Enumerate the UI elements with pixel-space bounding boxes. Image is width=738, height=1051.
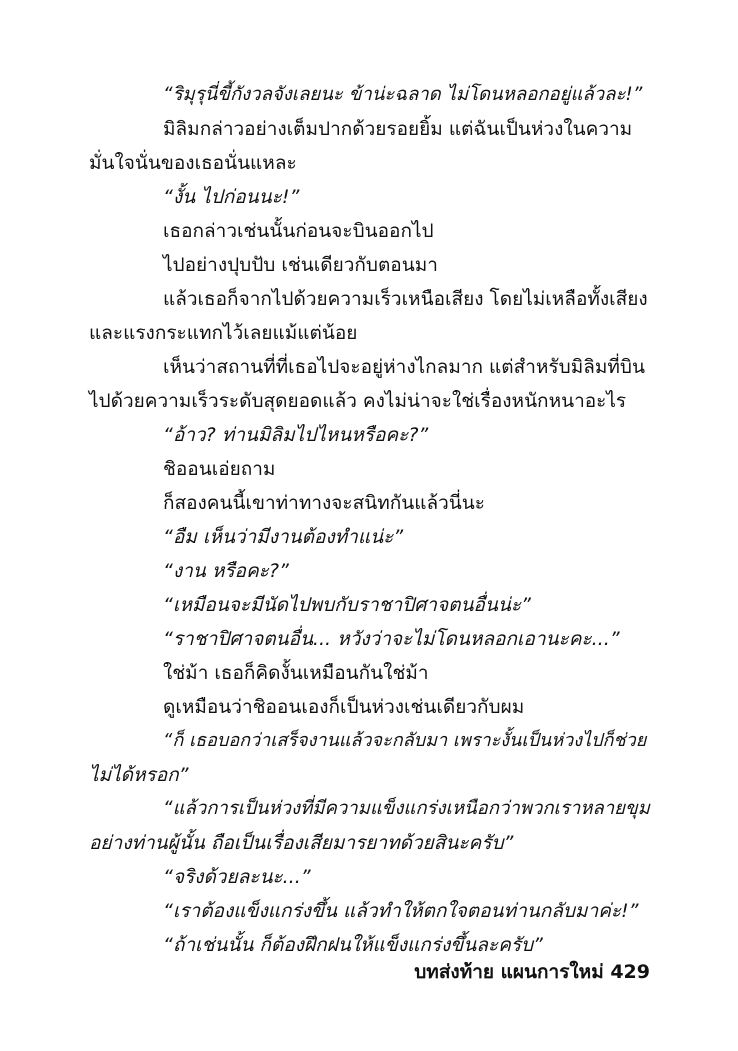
text-line: “ก็ เธอบอกว่าเสร็จงานแล้วจะกลับมา เพราะงั้นเป็นห่วงไปก็ช่วย: [163, 730, 647, 751]
text-line: แล้วเธอก็จากไปด้วยความเร็วเหนือเสียง โดยไม่เหลือทั้งเสียง: [163, 288, 648, 310]
text-line: “ริมุรุนี่ขี้กังวลจังเลยนะ ข้าน่ะฉลาด ไม่โดนหลอกอยู่แล้วละ!”: [163, 84, 643, 105]
text-line: ใช่ม้า เธอก็คิดงั้นเหมือนกันใช่ม้า: [163, 662, 429, 684]
text-line: อย่างท่านผู้นั้น ถือเป็นเรื่องเสียมารยาทด้วยสินะครับ”: [89, 832, 514, 854]
text-line: “แล้วการเป็นห่วงที่มีความแข็งแกร่งเหนือกว่าพวกเราหลายขุม: [163, 798, 650, 819]
text-line: “อืม เห็นว่ามีงานต้องทำแน่ะ”: [163, 526, 404, 548]
text-line: ดูเหมือนว่าชิออนเองก็เป็นห่วงเช่นเดียวกับผม: [163, 696, 525, 718]
text-line: “จริงด้วยละนะ...”: [163, 866, 311, 888]
text-line: ไม่ได้หรอก”: [89, 764, 189, 786]
text-line: “งาน หรือคะ?”: [163, 560, 289, 582]
text-line: เธอกล่าวเช่นนั้นก่อนจะบินออกไป: [163, 220, 434, 242]
text-line: ก็สองคนนี้เขาท่าทางจะสนิทกันแล้วนี่นะ: [163, 492, 485, 514]
text-line: มิลิมกล่าวอย่างเต็มปากด้วยรอยยิ้ม แต่ฉันเป็นห่วงในความ: [163, 118, 633, 140]
text-line: ไปอย่างปุบปับ เช่นเดียวกับตอนมา: [163, 254, 438, 276]
text-line: เห็นว่าสถานที่ที่เธอไปจะอยู่ห่างไกลมาก แต่สำหรับมิลิมที่บิน: [163, 356, 645, 378]
text-line: “เหมือนจะมีนัดไปพบกับราชาปิศาจตนอื่นน่ะ”: [163, 594, 531, 616]
text-line: มั่นใจนั่นของเธอนั่นแหละ: [89, 152, 297, 174]
text-line: “เราต้องแข็งแกร่งขึ้น แล้วทำให้ตกใจตอนท่านกลับมาค่ะ!”: [163, 900, 639, 922]
text-line: และแรงกระแทกไว้เลยแม้แต่น้อย: [89, 322, 358, 344]
page-footer: บทส่งท้าย แผนการใหม่ 429: [414, 961, 650, 983]
text-line: “ราชาปิศาจตนอื่น... หวังว่าจะไม่โดนหลอกเอานะคะ...”: [163, 628, 620, 650]
text-line: “ถ้าเช่นนั้น ก็ต้องฝึกฝนให้แข็งแกร่งขึ้นละครับ”: [163, 934, 543, 956]
text-line: “อ้าว? ท่านมิลิมไปไหนหรือคะ?”: [163, 424, 429, 446]
text-line: ไปด้วยความเร็วระดับสุดยอดแล้ว คงไม่น่าจะใช่เรื่องหนักหนาอะไร: [89, 390, 627, 412]
text-line: “งั้น ไปก่อนนะ!”: [163, 186, 300, 208]
text-line: ชิออนเอ่ยถาม: [163, 458, 276, 480]
